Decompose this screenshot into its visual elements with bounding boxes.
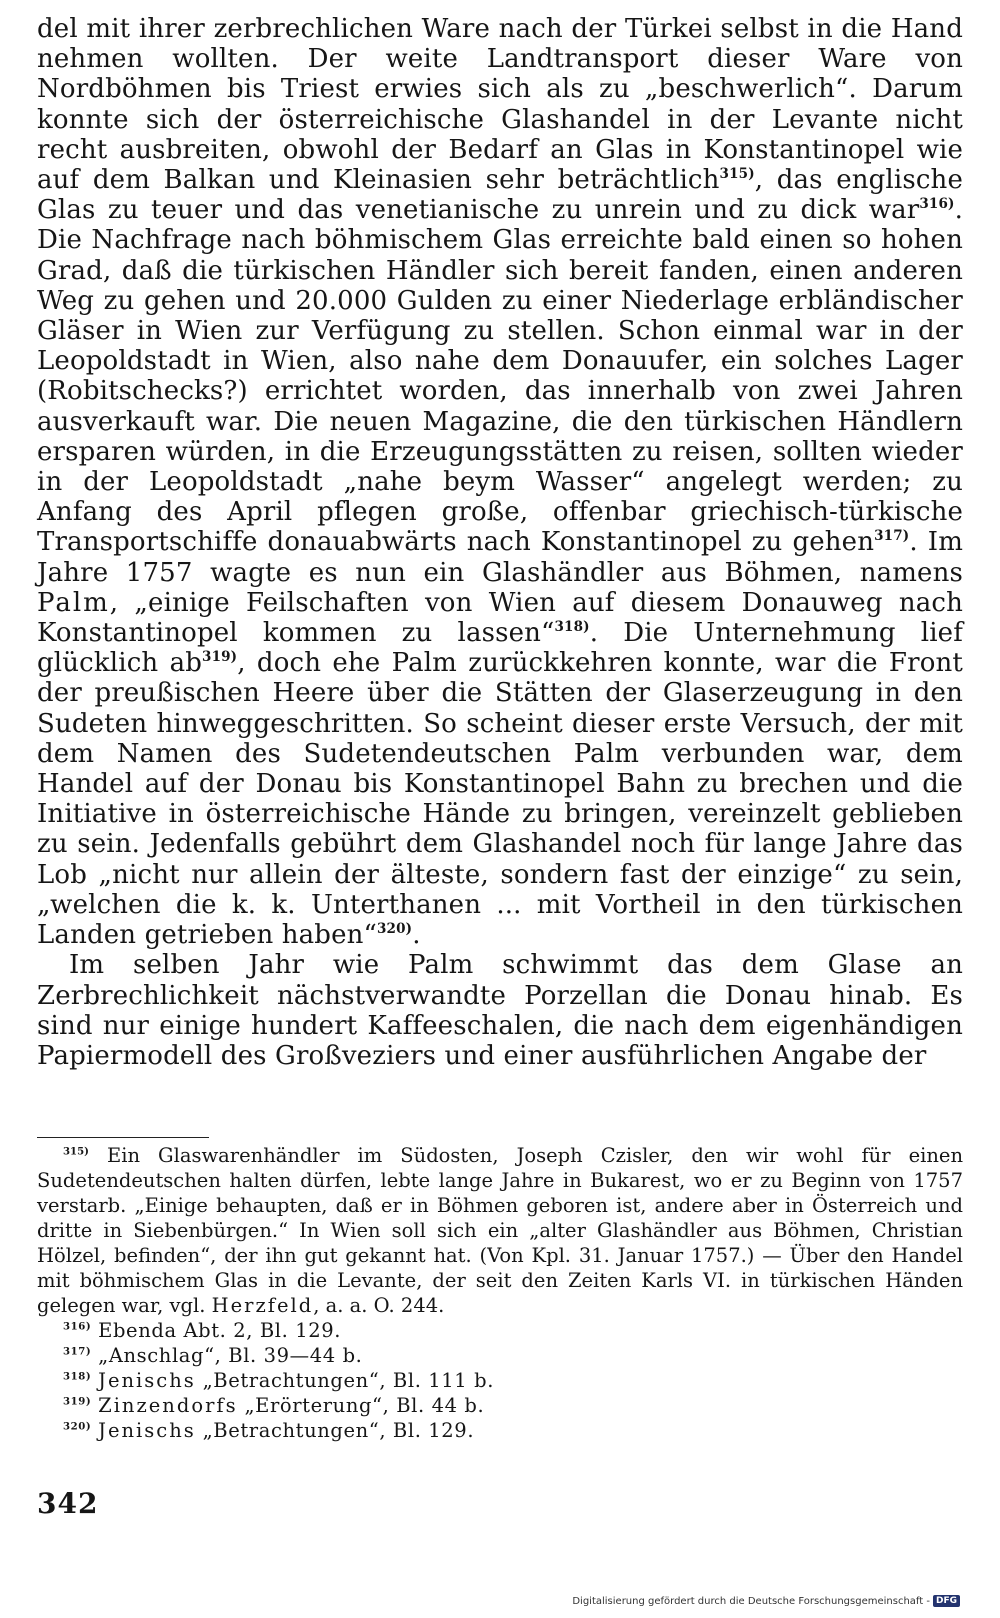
main-text [37,14,963,1071]
footnotes [37,1143,963,1443]
author-name: Herzfeld [211,1294,314,1317]
footnote-318 [37,1368,963,1393]
footnote-ref-319[interactable]: 319) [202,649,238,666]
paragraph-2: Im selben Jahr wie Palm schwimmt das dem Glase an Zerbrechlichkeit nächstverwandte Porzellan die Donau hinab. Es sind nur einige hundert Kaffeeschalen, die nach dem eigenhändigen Papiermodell des Großveziers und einer ausführlichen Angabe der [37,950,963,1071]
text-run: , das englische Glas zu teuer und das venetianische zu unrein und zu dick war [37,165,963,226]
digitization-credit [572,1595,960,1607]
footnote-317 [37,1343,963,1368]
author-name: Jenischs [98,1419,196,1442]
footnote-divider [37,1137,209,1138]
text-run: . Im Jahre 1757 wagte es nun ein Glashändler aus Böhmen, namens [37,527,963,588]
footnote-mark: 315) [63,1145,89,1158]
author-name: Zinzendorfs [98,1394,238,1417]
text-run: del mit ihrer zerbrechlichen Ware nach der Türkei selbst in die Hand nehmen wollten. Der weite Landtransport dieser Ware von Nordböhmen bis Triest erwies sich als zu „beschwerlich“. Darum konnte sich der österreichische Glashandel in der Levante nicht recht ausbreiten, obwohl der Bedarf an Glas in Konstantinopel wie auf dem Balkan und Kleinasien sehr beträchtlich [37,14,963,196]
footnote-ref-317[interactable]: 317) [874,528,910,545]
footnote-mark: 319) [63,1395,92,1408]
paragraph-1 [37,14,963,950]
credit-text: Digitalisierung gefördert durch die Deutsche Forschungsgemeinschaft - [572,1595,930,1607]
footnote-316 [37,1318,963,1343]
footnote-mark: 316) [63,1320,92,1333]
footnote-ref-318[interactable]: 318) [554,618,590,635]
footnote-text: Ebenda Abt. 2, Bl. 129. [98,1319,342,1342]
name-palm: Palm [37,587,110,618]
text-run: , „einige Feilschaften von Wien auf diesem Donauweg nach Konstantinopel kommen zu lassen“ [37,587,963,649]
footnote-mark: 320) [63,1420,92,1433]
footnote-319 [37,1393,963,1418]
footnote-ref-316[interactable]: 316) [919,196,955,213]
footnote-text: „Erörterung“, Bl. 44 b. [237,1394,485,1417]
footnote-text: „Betrachtungen“, Bl. 111 b. [195,1369,494,1392]
page-number: 342 [37,1487,99,1520]
footnote-320 [37,1418,963,1443]
footnote-315 [37,1143,963,1318]
text-run: . Die Unternehmung lief glücklich ab [37,618,963,679]
text-run: . [412,920,421,951]
footnote-text: „Betrachtungen“, Bl. 129. [195,1419,475,1442]
footnote-mark: 318) [63,1370,92,1383]
footnote-ref-320[interactable]: 320) [376,920,413,937]
text-run: , doch ehe Palm zurückkehren konnte, war die Front der preußischen Heere über die Stätten der Glaserzeugung in den Sudeten hinweggeschritten. So scheint dieser erste Versuch, der mit dem Namen des Sudetendeutschen Palm verbunden war, dem Handel auf der Donau bis Konstantinopel Bahn zu brechen und die Initiative in österreichische Hände zu bringen, vereinzelt geblieben zu sein. Jedenfalls gebührt dem Glashandel noch für lange Jahre das Lob „nicht nur allein der älteste, sondern fast der einzige“ zu sein, „welchen die k. k. Unterthanen ... mit Vortheil in den türkischen Landen getrieben haben“ [37,648,963,951]
footnote-ref-315[interactable]: 315) [719,165,755,182]
author-name: Jenischs [98,1369,196,1392]
footnote-text: , a. a. O. 244. [313,1294,445,1317]
dfg-logo-icon: DFG [933,1595,960,1607]
footnote-text: Ein Glaswarenhändler im Südosten, Joseph Czisler, den wir wohl für einen Sudetendeutschen halten dürfen, lebte lange Jahre in Bukarest, wo er zu Beginn von 1757 verstarb. „Einige behaupten, daß er in Böhmen geboren ist, andere aber in Österreich und dritte in Siebenbürgen.“ In Wien soll sich ein „alter Glashändler aus Böhmen, Christian Hölzel, befinden“, der ihn gut gekannt hat. (Von Kpl. 31. Januar 1757.) — Über den Handel mit böhmischem Glas in die Levante, der seit den Zeiten Karls VI. in türkischen Händen gelegen war, vgl. [37,1144,964,1317]
footnote-text: „Anschlag“, Bl. 39—44 b. [98,1344,363,1367]
footnote-mark: 317) [63,1345,92,1358]
text-run: . Die Nachfrage nach böhmischem Glas erreichte bald einen so hohen Grad, daß die türkischen Händler sich bereit fanden, einen anderen Weg zu gehen und 20.000 Gulden zu einer Niederlage erbländischer Gläser in Wien zur Verfügung zu stellen. Schon einmal war in der Leopoldstadt in Wien, also nahe dem Donauufer, ein solches Lager (Robitschecks?) errichtet worden, das innerhalb von zwei Jahren ausverkauft war. Die neuen Magazine, die den türkischen Händlern ersparen würden, in die Erzeugungsstätten zu reisen, sollten wieder in der Leopoldstadt „nahe beym Wasser“ angelegt werden; zu Anfang des April pflegen große, offenbar griechisch-türkische Transportschiffe donauabwärts nach Konstantinopel zu gehen [37,195,963,558]
